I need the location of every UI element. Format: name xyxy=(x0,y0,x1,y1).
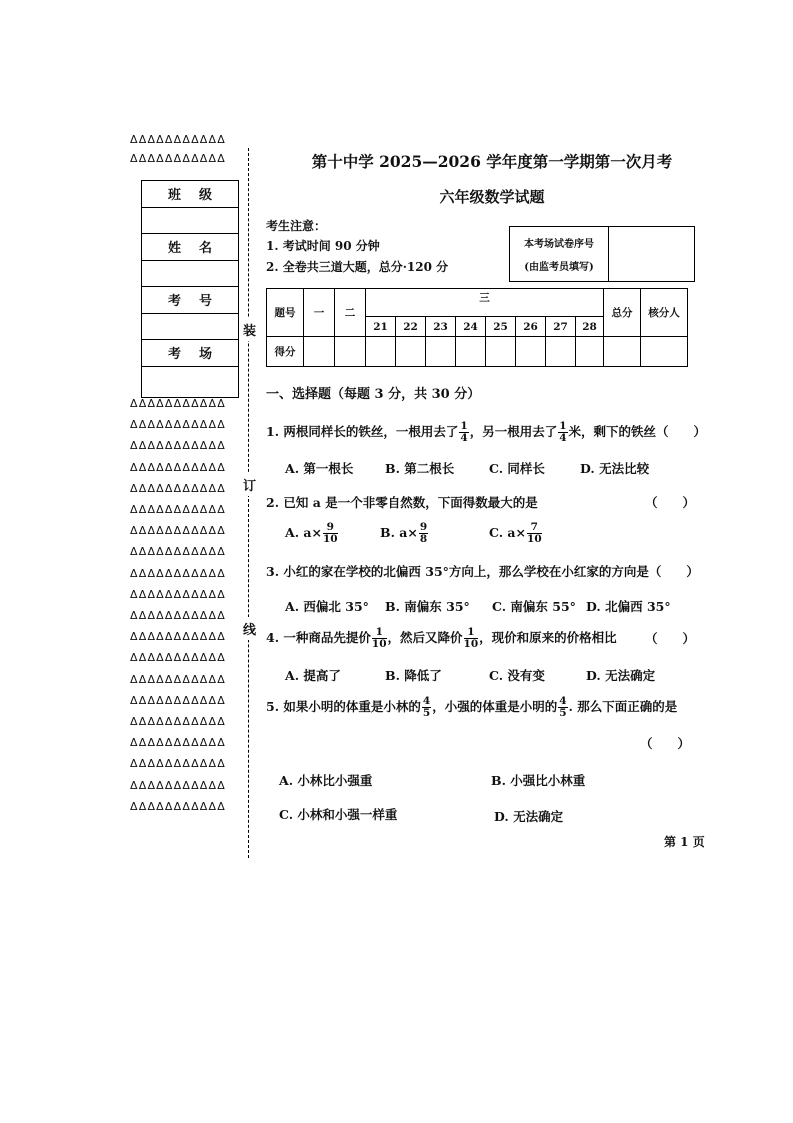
triangle-border-row: ΔΔΔΔΔΔΔΔΔΔΔ xyxy=(130,800,226,813)
triangle-border-row: ΔΔΔΔΔΔΔΔΔΔΔ xyxy=(130,134,226,146)
fraction xyxy=(372,627,387,650)
score-subcol: 24 xyxy=(456,317,486,337)
triangle-border-row: ΔΔΔΔΔΔΔΔΔΔΔ xyxy=(130,673,226,686)
exam-room-field[interactable] xyxy=(142,367,238,394)
triangle-border-row: ΔΔΔΔΔΔΔΔΔΔΔ xyxy=(130,631,226,644)
q3-option-d[interactable]: D. 北偏西 35° xyxy=(586,599,671,614)
notice-line-1: 1. 考试时间 90 分钟 xyxy=(266,239,380,253)
frac-num: 1 xyxy=(559,420,567,432)
question-1 xyxy=(266,421,706,444)
q2-option-b-text: B. a× xyxy=(380,525,418,540)
q1-option-b[interactable]: B. 第二根长 xyxy=(385,461,455,476)
score-cell[interactable] xyxy=(335,337,366,367)
binding-label-ding: 订 xyxy=(243,473,256,496)
question-4 xyxy=(266,627,617,650)
q4-text-b: ，然后又降价 xyxy=(387,630,463,645)
triangle-border-row: ΔΔΔΔΔΔΔΔΔΔΔ xyxy=(130,737,226,750)
q1-text-c: 米，剩下的铁丝（ ） xyxy=(568,424,707,439)
fraction xyxy=(459,421,468,444)
frac-den: 8 xyxy=(419,533,428,545)
q5-text-b: ，小强的体重是小明的 xyxy=(432,699,558,714)
triangle-border-row: ΔΔΔΔΔΔΔΔΔΔΔ xyxy=(130,610,226,622)
q4-text-a: 4. 一种商品先提价 xyxy=(266,630,371,645)
notice-line-2: 2. 全卷共三道大题，总分·120 分 xyxy=(266,260,449,274)
score-col-1: 一 xyxy=(304,289,335,337)
score-cell[interactable] xyxy=(366,337,396,367)
score-subcol: 28 xyxy=(576,317,604,337)
q5-answer-paren[interactable]: （ ） xyxy=(640,736,691,751)
frac-den: 4 xyxy=(559,432,567,444)
frac-num: 9 xyxy=(419,521,428,533)
score-cell[interactable] xyxy=(304,337,335,367)
q1-text-a: 1. 两根同样长的铁丝，一根用去了 xyxy=(266,424,459,439)
frac-num: 4 xyxy=(422,695,431,707)
binding-dashed-line xyxy=(248,148,249,858)
serial-label-line1: 本考场试卷序号 xyxy=(524,239,594,250)
frac-num: 1 xyxy=(464,627,479,639)
q2-option-a-text: A. a× xyxy=(285,525,322,540)
q2-option-b[interactable] xyxy=(380,522,429,545)
binding-label-zhuang: 装 xyxy=(243,318,256,341)
q2-option-c[interactable] xyxy=(489,522,543,545)
frac-den: 10 xyxy=(463,638,479,650)
fraction xyxy=(558,421,567,444)
score-subcol: 21 xyxy=(366,317,396,337)
frac-num: 9 xyxy=(323,522,338,534)
q4-answer-paren[interactable]: （ ） xyxy=(645,631,696,646)
score-col-3: 三 xyxy=(366,289,604,317)
q5-option-d[interactable]: D. 无法确定 xyxy=(494,809,564,824)
frac-num: 1 xyxy=(372,627,387,639)
score-cell[interactable] xyxy=(576,337,604,367)
score-table-header-label: 题号 xyxy=(267,289,304,337)
score-cell[interactable] xyxy=(486,337,516,367)
exam-title: 第十中学 2025—2026 学年度第一学期第一次月考 xyxy=(311,152,673,171)
notice-heading: 考生注意： xyxy=(266,219,327,233)
triangle-border-row: ΔΔΔΔΔΔΔΔΔΔΔ xyxy=(130,419,226,432)
q5-option-c[interactable]: C. 小林和小强一样重 xyxy=(279,807,398,822)
triangle-border-row: ΔΔΔΔΔΔΔΔΔΔΔ xyxy=(130,567,226,580)
name-field[interactable] xyxy=(142,261,238,288)
fraction xyxy=(464,627,479,650)
q1-text-b: ，另一根用去了 xyxy=(469,424,558,439)
class-label: 班级 xyxy=(142,181,238,208)
triangle-border-row: ΔΔΔΔΔΔΔΔΔΔΔ xyxy=(130,546,226,559)
fraction xyxy=(558,696,567,719)
q1-option-a[interactable]: A. 第一根长 xyxy=(285,461,354,476)
score-subcol: 27 xyxy=(546,317,576,337)
serial-number-box xyxy=(509,226,695,282)
frac-den: 4 xyxy=(460,432,468,444)
frac-num: 7 xyxy=(527,522,542,534)
triangle-border-row: ΔΔΔΔΔΔΔΔΔΔΔ xyxy=(130,440,226,453)
page-number: 第 1 页 xyxy=(664,835,705,849)
score-cell[interactable] xyxy=(396,337,426,367)
triangle-border-row: ΔΔΔΔΔΔΔΔΔΔΔ xyxy=(130,482,226,495)
fraction xyxy=(527,522,542,545)
question-3: 3. 小红的家在学校的北偏西 35°方向上，那么学校在小红家的方向是（ ） xyxy=(266,564,699,579)
score-subcol: 26 xyxy=(516,317,546,337)
q5-text-c: . 那么下面正确的是 xyxy=(568,699,678,714)
triangle-border-row: ΔΔΔΔΔΔΔΔΔΔΔ xyxy=(130,652,226,665)
triangle-border-row: ΔΔΔΔΔΔΔΔΔΔΔ xyxy=(130,779,226,792)
score-col-checker: 核分人 xyxy=(641,289,688,337)
serial-label-line2: (由监考员填写) xyxy=(524,262,594,273)
q4-option-b[interactable]: B. 降低了 xyxy=(385,668,442,683)
frac-den: 10 xyxy=(322,533,338,545)
serial-number-field[interactable] xyxy=(609,227,694,281)
triangle-border-row: ΔΔΔΔΔΔΔΔΔΔΔ xyxy=(130,716,226,728)
exam-number-label: 考号 xyxy=(142,287,238,314)
triangle-border-row: ΔΔΔΔΔΔΔΔΔΔΔ xyxy=(130,758,226,771)
score-cell[interactable] xyxy=(604,337,641,367)
triangle-border-row: ΔΔΔΔΔΔΔΔΔΔΔ xyxy=(130,461,226,474)
q2-option-c-text: C. a× xyxy=(489,525,527,540)
serial-label xyxy=(510,227,609,281)
fraction xyxy=(422,696,431,719)
q5-text-a: 5. 如果小明的体重是小林的 xyxy=(266,699,421,714)
frac-den: 5 xyxy=(422,707,431,719)
q4-option-c[interactable]: C. 没有变 xyxy=(489,668,545,683)
frac-num: 1 xyxy=(460,420,468,432)
exam-subtitle: 六年级数学试题 xyxy=(439,188,545,206)
score-col-2: 二 xyxy=(335,289,366,337)
frac-den: 5 xyxy=(559,707,567,719)
exam-room-label: 考场 xyxy=(142,340,238,367)
q2-option-a[interactable] xyxy=(285,522,339,545)
triangle-border-row: ΔΔΔΔΔΔΔΔΔΔΔ xyxy=(130,525,226,538)
q4-option-d[interactable]: D. 无法确定 xyxy=(586,668,656,683)
question-5 xyxy=(266,696,677,719)
score-cell[interactable] xyxy=(456,337,486,367)
fraction xyxy=(323,522,338,545)
frac-num: 4 xyxy=(559,695,567,707)
triangle-border-row: ΔΔΔΔΔΔΔΔΔΔΔ xyxy=(130,588,226,601)
score-cell[interactable] xyxy=(426,337,456,367)
q1-option-d[interactable]: D. 无法比较 xyxy=(580,461,650,476)
q1-option-c[interactable]: C. 同样长 xyxy=(489,461,545,476)
triangle-border-row: ΔΔΔΔΔΔΔΔΔΔΔ xyxy=(130,398,226,410)
q5-option-a[interactable]: A. 小林比小强重 xyxy=(279,773,373,788)
q5-option-b[interactable]: B. 小强比小林重 xyxy=(491,773,586,788)
score-subcol: 23 xyxy=(426,317,456,337)
score-table xyxy=(266,288,688,367)
q4-text-c: ，现价和原来的价格相比 xyxy=(479,630,617,645)
q3-option-b[interactable]: B. 南偏东 35° xyxy=(385,599,470,614)
q2-answer-paren[interactable]: （ ） xyxy=(645,495,696,510)
q4-option-a[interactable]: A. 提高了 xyxy=(285,668,341,683)
q3-option-a[interactable]: A. 西偏北 35° xyxy=(285,599,369,614)
frac-den: 10 xyxy=(371,638,387,650)
score-cell[interactable] xyxy=(516,337,546,367)
student-info-box xyxy=(141,180,239,398)
frac-den: 10 xyxy=(527,533,542,545)
triangle-border-row: ΔΔΔΔΔΔΔΔΔΔΔ xyxy=(130,504,226,516)
question-2: 2. 已知 a 是一个非零自然数，下面得数最大的是 xyxy=(266,495,538,510)
section-heading: 一、选择题（每题 3 分，共 30 分） xyxy=(266,387,481,402)
score-subcol: 22 xyxy=(396,317,426,337)
score-col-total: 总分 xyxy=(604,289,641,337)
class-field[interactable] xyxy=(142,208,238,235)
exam-number-field[interactable] xyxy=(142,314,238,341)
score-row-label: 得分 xyxy=(267,337,304,367)
binding-label-xian: 线 xyxy=(243,617,256,640)
triangle-border-row: ΔΔΔΔΔΔΔΔΔΔΔ xyxy=(130,694,226,707)
name-label: 姓名 xyxy=(142,234,238,261)
score-subcol: 25 xyxy=(486,317,516,337)
triangle-border-row: ΔΔΔΔΔΔΔΔΔΔΔ xyxy=(130,153,226,165)
score-cell[interactable] xyxy=(546,337,576,367)
score-cell[interactable] xyxy=(641,337,688,367)
q3-option-c[interactable]: C. 南偏东 55° xyxy=(492,599,576,614)
fraction xyxy=(419,522,428,545)
